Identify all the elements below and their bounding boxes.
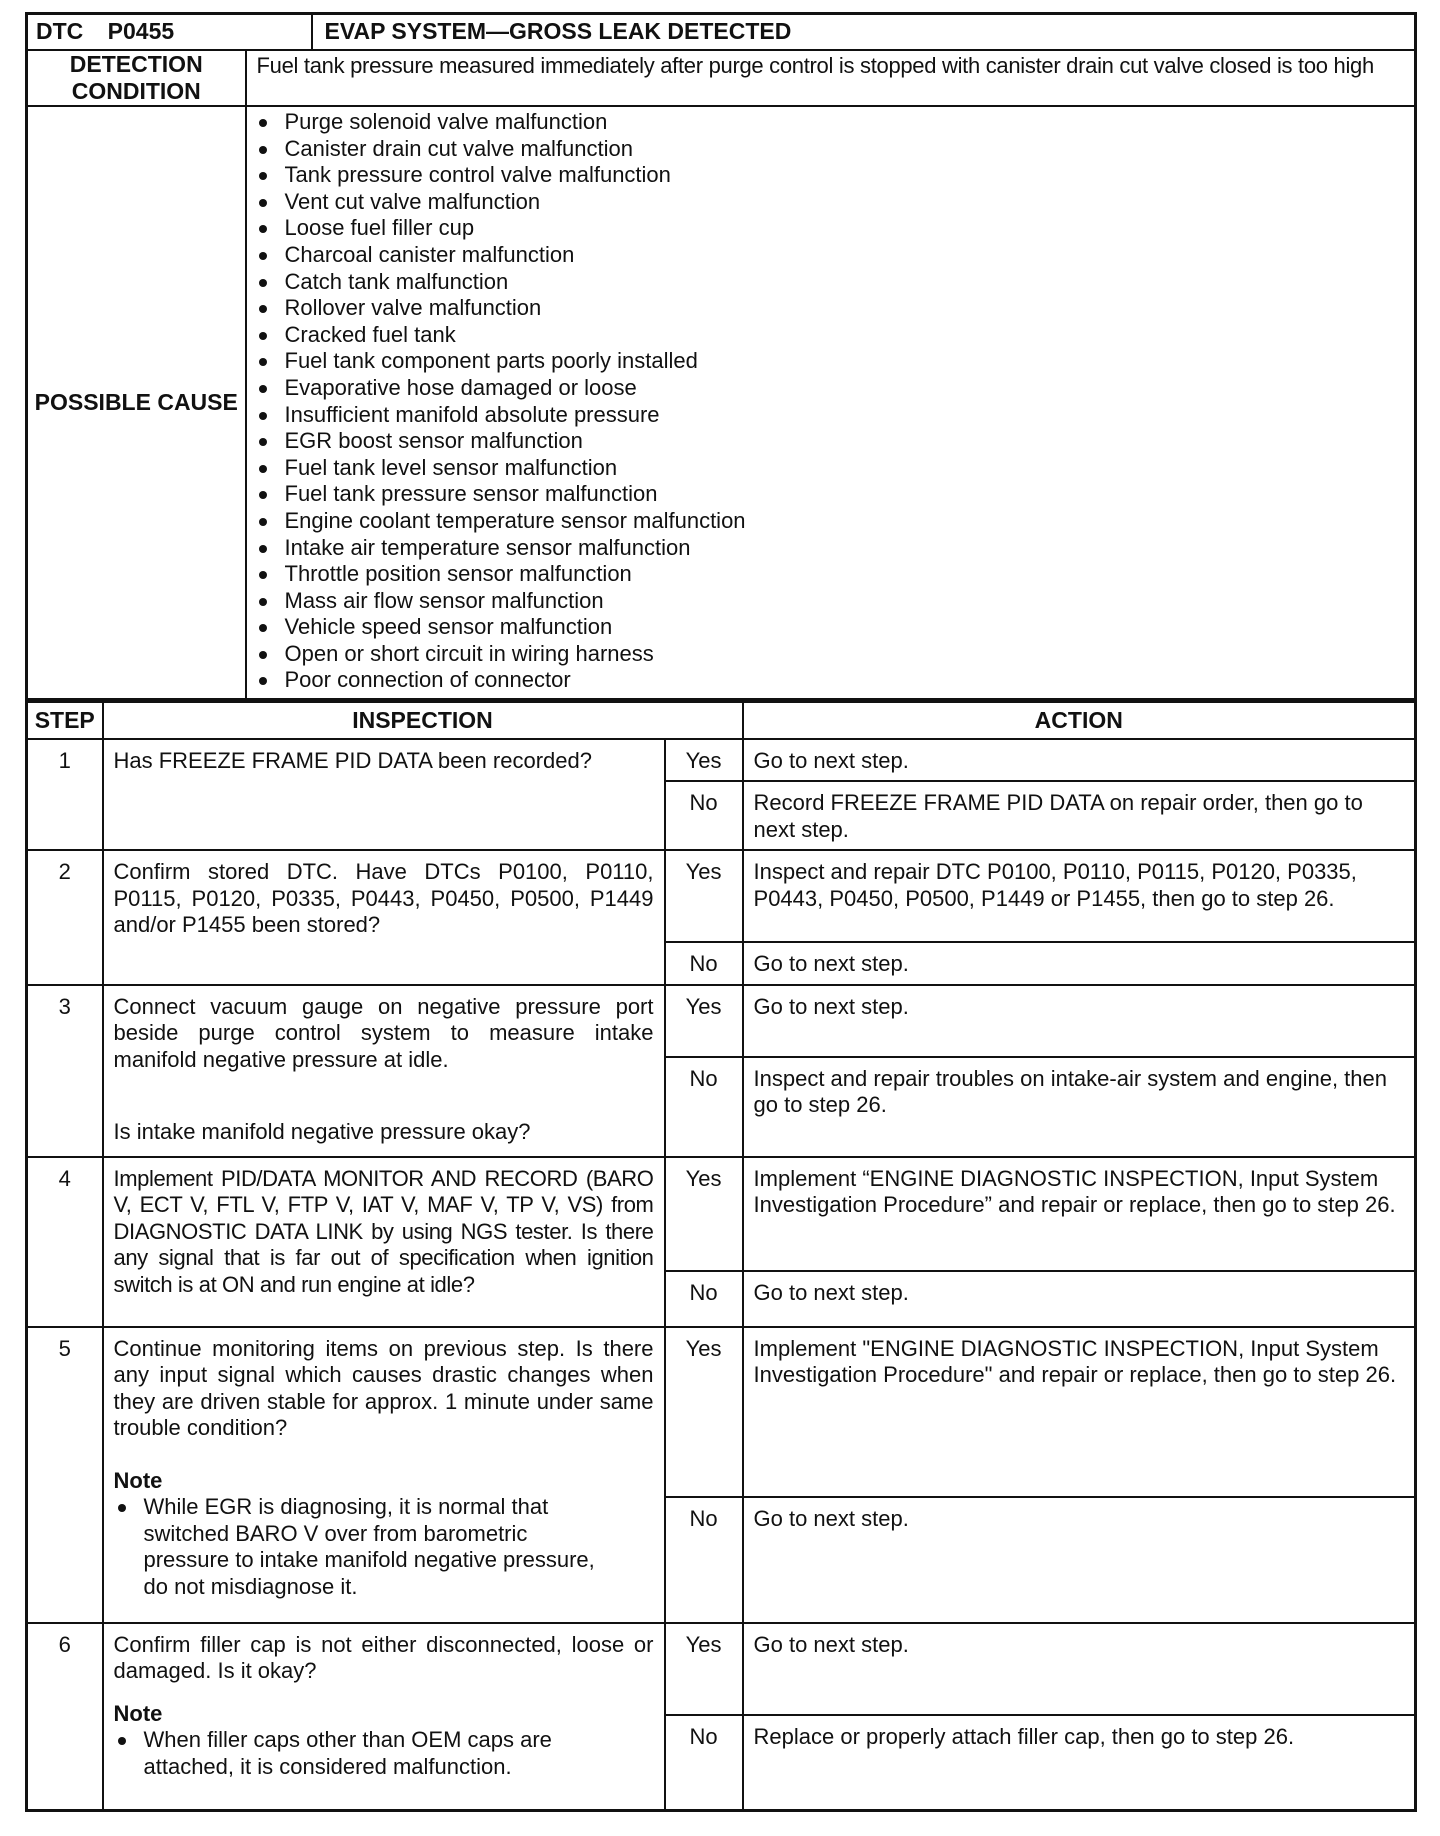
note-title: Note (113, 1700, 163, 1726)
no-label: No (665, 942, 743, 985)
inspection-steps-table (25, 701, 1417, 1812)
action-column-header: ACTION (743, 702, 1416, 739)
yes-action: Implement "ENGINE DIAGNOSTIC INSPECTION, Input System Investigation Procedure" and repair or replace, then go to step 26. (743, 1327, 1416, 1497)
step-inspection-cell (103, 1327, 665, 1623)
cause-item: Tank pressure control valve malfunction (255, 162, 1415, 189)
cause-item: Canister drain cut valve malfunction (255, 136, 1415, 163)
possible-cause-row (27, 106, 1416, 700)
possible-cause-cell (246, 106, 1416, 700)
yes-action: Inspect and repair DTC P0100, P0110, P0115, P0120, P0335, P0443, P0450, P0500, P1449 or P1455, then go to step 26. (743, 850, 1416, 942)
step-number: 1 (27, 739, 103, 851)
dtc-title: EVAP SYSTEM—GROSS LEAK DETECTED (312, 14, 1416, 51)
no-action: Go to next step. (743, 942, 1416, 985)
cause-item: Loose fuel filler cup (255, 215, 1415, 242)
yes-action: Go to next step. (743, 985, 1416, 1057)
cause-item: Evaporative hose damaged or loose (255, 375, 1415, 402)
cause-item: Cracked fuel tank (255, 322, 1415, 349)
no-action: Replace or properly attach filler cap, then go to step 26. (743, 1715, 1416, 1811)
step-inspection: Connect vacuum gauge on negative pressure port beside purge control system to measure intake manifold negative pressure at idle. (113, 993, 654, 1072)
cause-item: Insufficient manifold absolute pressure (255, 402, 1415, 429)
step-number: 6 (27, 1623, 103, 1811)
dtc-label: DTC (36, 18, 84, 44)
no-action: Inspect and repair troubles on intake-air system and engine, then go to step 26. (743, 1057, 1416, 1157)
step-question: Is intake manifold negative pressure okay? (113, 1119, 531, 1145)
detection-label: DETECTION CONDITION (27, 50, 246, 106)
dtc-summary-table (25, 12, 1417, 701)
inspection-column-header: INSPECTION (103, 702, 743, 739)
step-inspection: Continue monitoring items on previous step. Is there any input signal which causes drastic changes when they are driven stable for approx. 1 minute under same trouble condition? (113, 1335, 654, 1441)
possible-cause-label: POSSIBLE CAUSE (27, 106, 246, 700)
dtc-header-row (27, 14, 1416, 51)
step-inspection-cell (103, 985, 665, 1157)
note-item: When filler caps other than OEM caps are attached, it is considered malfunction. (114, 1727, 654, 1780)
steps-column-header (27, 702, 1416, 739)
cause-item: Open or short circuit in wiring harness (255, 641, 1415, 668)
cause-item: Fuel tank level sensor malfunction (255, 455, 1415, 482)
note-item: While EGR is diagnosing, it is normal that switched BARO V over from barometric pressure to intake manifold negative pressure, do not misdiagnose it. (114, 1494, 654, 1600)
yes-label: Yes (665, 1623, 743, 1715)
yes-action: Go to next step. (743, 739, 1416, 782)
cause-item: Fuel tank component parts poorly installed (255, 348, 1415, 375)
cause-item: Mass air flow sensor malfunction (255, 588, 1415, 615)
no-label: No (665, 781, 743, 850)
cause-item: Poor connection of connector (255, 667, 1415, 694)
yes-label: Yes (665, 985, 743, 1057)
no-label: No (665, 1057, 743, 1157)
no-label: No (665, 1715, 743, 1811)
step-row (27, 985, 1416, 1057)
cause-item: Intake air temperature sensor malfunction (255, 535, 1415, 562)
cause-item: Vent cut valve malfunction (255, 189, 1415, 216)
step-number: 5 (27, 1327, 103, 1623)
yes-action: Go to next step. (743, 1623, 1416, 1715)
step-inspection: Confirm stored DTC. Have DTCs P0100, P0110, P0115, P0120, P0335, P0443, P0450, P0500, P1449 and/or P1455 been stored? (103, 850, 665, 985)
step-inspection-cell (103, 1623, 665, 1811)
cause-item: Vehicle speed sensor malfunction (255, 614, 1415, 641)
yes-label: Yes (665, 739, 743, 782)
detection-text: Fuel tank pressure measured immediately after purge control is stopped with canister drain cut valve closed is too high (246, 50, 1416, 106)
step-column-header: STEP (27, 702, 103, 739)
yes-label: Yes (665, 1157, 743, 1271)
dtc-document (25, 12, 1417, 1812)
no-action: Record FREEZE FRAME PID DATA on repair order, then go to next step. (743, 781, 1416, 850)
cause-item: Charcoal canister malfunction (255, 242, 1415, 269)
cause-item: Rollover valve malfunction (255, 295, 1415, 322)
no-label: No (665, 1271, 743, 1327)
yes-label: Yes (665, 1327, 743, 1497)
no-label: No (665, 1497, 743, 1623)
cause-item: Fuel tank pressure sensor malfunction (255, 481, 1415, 508)
possible-cause-list (247, 107, 1415, 698)
no-action: Go to next step. (743, 1497, 1416, 1623)
cause-item: Catch tank malfunction (255, 269, 1415, 296)
step-row (27, 739, 1416, 782)
step-row (27, 1327, 1416, 1497)
no-action: Go to next step. (743, 1271, 1416, 1327)
step-inspection: Has FREEZE FRAME PID DATA been recorded? (103, 739, 665, 851)
dtc-code-cell (27, 14, 312, 51)
step-row (27, 1623, 1416, 1715)
cause-item: Engine coolant temperature sensor malfunction (255, 508, 1415, 535)
cause-item: Throttle position sensor malfunction (255, 561, 1415, 588)
note-title: Note (113, 1467, 163, 1493)
step-inspection: Implement PID/DATA MONITOR AND RECORD (BARO V, ECT V, FTL V, FTP V, IAT V, MAF V, TP V, VS) from DIAGNOSTIC DATA LINK by using NGS tester. Is there any signal that is far out of specification when ignition switch is at ON and run engine at idle? (103, 1157, 665, 1327)
step-number: 3 (27, 985, 103, 1157)
step-number: 2 (27, 850, 103, 985)
dtc-code: P0455 (107, 18, 175, 44)
detection-row (27, 50, 1416, 106)
step-row (27, 850, 1416, 942)
step-inspection: Confirm filler cap is not either disconnected, loose or damaged. Is it okay? (113, 1631, 654, 1684)
step-number: 4 (27, 1157, 103, 1327)
cause-item: EGR boost sensor malfunction (255, 428, 1415, 455)
cause-item: Purge solenoid valve malfunction (255, 109, 1415, 136)
yes-label: Yes (665, 850, 743, 942)
yes-action: Implement “ENGINE DIAGNOSTIC INSPECTION, Input System Investigation Procedure” and repair or replace, then go to step 26. (743, 1157, 1416, 1271)
step-row (27, 1157, 1416, 1271)
